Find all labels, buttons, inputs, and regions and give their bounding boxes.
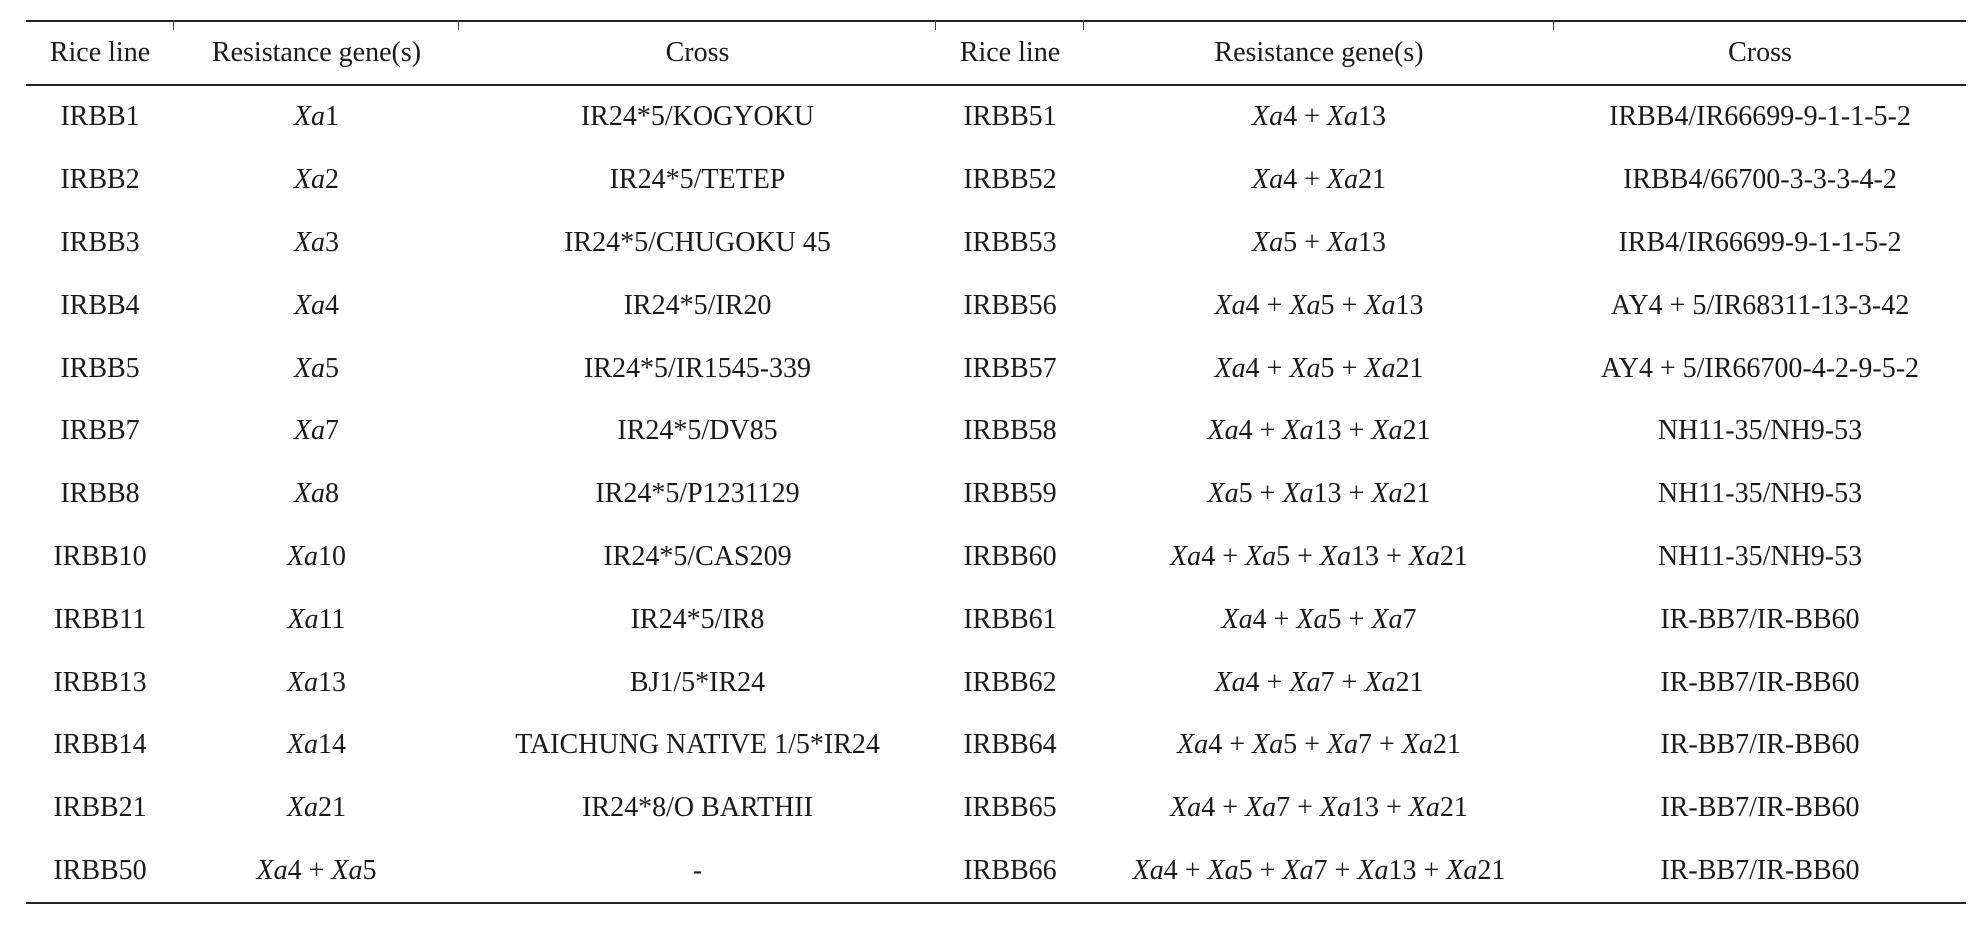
gene-number: 13 xyxy=(1358,101,1386,133)
gene-number: 4 xyxy=(1252,603,1267,635)
resistance-gene-cell xyxy=(1084,85,1554,149)
gene-number: 13 xyxy=(1313,478,1342,510)
gene-prefix: Xa xyxy=(1282,415,1314,447)
gene-number: 21 xyxy=(1477,854,1506,886)
rice-line-cell: IRBB56 xyxy=(963,289,1057,321)
rice-line-cell: IRBB66 xyxy=(963,854,1057,886)
gene-separator: + xyxy=(1290,540,1320,572)
gene-prefix: Xa xyxy=(1170,540,1202,572)
rice-line-cell: IRBB59 xyxy=(963,478,1057,510)
gene-prefix: Xa xyxy=(1289,352,1321,384)
gene-prefix: Xa xyxy=(1170,792,1202,824)
resistance-gene-cell xyxy=(1084,777,1554,840)
gene-prefix: Xa xyxy=(1132,854,1164,886)
table-row xyxy=(26,337,1966,400)
cross-cell: IR24*5/DV85 xyxy=(617,415,778,447)
gene-number: 21 xyxy=(1439,792,1468,824)
cross-cell: IR24*5/KOGYOKU xyxy=(580,101,815,133)
gene-number: 8 xyxy=(325,478,340,510)
gene-separator: + xyxy=(1334,289,1365,321)
gene-number: 21 xyxy=(1395,666,1424,698)
gene-prefix: Xa xyxy=(293,164,326,196)
gene-prefix: Xa xyxy=(1401,729,1433,761)
gene-separator: + xyxy=(1222,729,1252,761)
gene-number: 4 xyxy=(325,289,340,321)
gene-prefix: Xa xyxy=(1289,289,1321,321)
gene-separator: + xyxy=(1379,540,1409,572)
gene-separator: + xyxy=(1215,540,1245,572)
gene-prefix: Xa xyxy=(286,729,319,761)
gene-prefix: Xa xyxy=(293,289,326,321)
gene-prefix: Xa xyxy=(1319,792,1351,824)
gene-prefix: Xa xyxy=(1207,415,1239,447)
resistance-gene-cell xyxy=(174,149,459,212)
gene-prefix: Xa xyxy=(1371,603,1403,635)
gene-separator: + xyxy=(1290,792,1320,824)
gene-number: 3 xyxy=(325,226,340,258)
cross-cell: NH11-35/NH9-53 xyxy=(1657,540,1863,572)
gene-prefix: Xa xyxy=(1177,729,1209,761)
resistance-gene-cell xyxy=(174,588,459,651)
gene-prefix: Xa xyxy=(1296,603,1328,635)
gene-prefix: Xa xyxy=(1244,792,1277,824)
resistance-gene-cell xyxy=(174,714,459,777)
gene-separator: + xyxy=(1341,603,1372,635)
gene-number: 5 xyxy=(1238,478,1253,510)
gene-prefix: Xa xyxy=(1221,603,1253,635)
gene-separator: + xyxy=(1297,101,1327,133)
gene-prefix: Xa xyxy=(1214,289,1246,321)
resistance-gene-cell xyxy=(1084,274,1554,337)
cross-cell: IR24*5/IR8 xyxy=(630,603,765,635)
header-cross-1: Cross xyxy=(459,21,936,85)
resistance-gene-cell xyxy=(174,85,459,149)
resistance-gene-cell xyxy=(174,400,459,463)
gene-number: 7 xyxy=(1402,603,1417,635)
gene-number: 10 xyxy=(318,540,347,572)
gene-number: 1 xyxy=(325,101,340,133)
gene-prefix: Xa xyxy=(1326,101,1358,133)
gene-prefix: Xa xyxy=(1326,729,1358,761)
gene-number: 7 xyxy=(1358,729,1372,761)
gene-separator: + xyxy=(1372,729,1402,761)
cross-cell: IR24*5/P1231129 xyxy=(595,478,800,510)
table-row xyxy=(26,463,1966,526)
table-body xyxy=(26,85,1966,903)
gene-number: 21 xyxy=(1432,729,1461,761)
resistance-gene-cell xyxy=(1084,526,1554,589)
gene-prefix: Xa xyxy=(293,101,326,133)
gene-number: 7 xyxy=(1276,792,1291,824)
rice-line-cell: IRBB50 xyxy=(53,854,147,886)
gene-number: 5 xyxy=(1327,603,1342,635)
cross-cell: AY4 + 5/IR68311-13-3-42 xyxy=(1610,289,1910,321)
gene-separator: + xyxy=(1379,792,1409,824)
cross-cell: - xyxy=(692,854,703,886)
gene-prefix: Xa xyxy=(1371,415,1403,447)
table-row xyxy=(26,212,1966,275)
resistance-gene-cell xyxy=(174,337,459,400)
rice-line-cell: IRBB64 xyxy=(963,729,1057,761)
gene-prefix: Xa xyxy=(293,226,326,258)
table-row xyxy=(26,588,1966,651)
gene-prefix: Xa xyxy=(1207,854,1239,886)
gene-number: 5 xyxy=(1276,540,1291,572)
gene-number: 21 xyxy=(1395,352,1424,384)
gene-prefix: Xa xyxy=(1364,666,1396,698)
table-row xyxy=(26,840,1966,904)
gene-number: 4 xyxy=(1245,666,1260,698)
gene-separator: + xyxy=(1334,666,1365,698)
resistance-gene-cell xyxy=(174,840,459,904)
gene-prefix: Xa xyxy=(1446,854,1478,886)
gene-number: 21 xyxy=(318,792,347,824)
header-resistance-genes-1: Resistance gene(s) xyxy=(174,21,459,85)
table-row xyxy=(26,714,1966,777)
gene-number: 13 xyxy=(1351,540,1379,572)
gene-separator: + xyxy=(1297,226,1327,258)
gene-prefix: Xa xyxy=(286,666,319,698)
gene-number: 4 xyxy=(1238,415,1253,447)
gene-number: 13 xyxy=(1351,792,1379,824)
table-row xyxy=(26,526,1966,589)
gene-number: 4 xyxy=(1283,101,1298,133)
header-rice-line-1: Rice line xyxy=(26,21,174,85)
resistance-gene-cell xyxy=(1084,651,1554,714)
rice-line-cell: IRBB1 xyxy=(60,101,140,133)
gene-prefix: Xa xyxy=(1214,666,1246,698)
rice-line-cell: IRBB53 xyxy=(963,226,1057,258)
table-row xyxy=(26,149,1966,212)
gene-number: 21 xyxy=(1402,478,1431,510)
cross-cell: IR24*5/TETEP xyxy=(609,164,786,196)
gene-prefix: Xa xyxy=(1214,352,1246,384)
rice-line-cell: IRBB4 xyxy=(60,289,140,321)
gene-number: 2 xyxy=(325,164,340,196)
gene-separator: + xyxy=(1341,478,1372,510)
cross-cell: IRB4/IR66699-9-1-1-5-2 xyxy=(1618,226,1902,258)
gene-number: 4 xyxy=(1245,352,1260,384)
gene-prefix: Xa xyxy=(1364,352,1396,384)
cross-cell: NH11-35/NH9-53 xyxy=(1657,415,1863,447)
gene-separator: + xyxy=(1259,289,1290,321)
gene-separator: + xyxy=(1416,854,1447,886)
rice-line-cell: IRBB11 xyxy=(53,603,147,635)
rice-line-cell: IRBB61 xyxy=(963,603,1057,635)
gene-separator: + xyxy=(301,854,332,886)
gene-prefix: Xa xyxy=(1371,478,1403,510)
resistance-gene-cell xyxy=(174,526,459,589)
cross-cell: IR-BB7/IR-BB60 xyxy=(1660,792,1860,824)
gene-number: 14 xyxy=(318,729,347,761)
gene-prefix: Xa xyxy=(1326,164,1358,196)
gene-number: 5 xyxy=(362,854,377,886)
gene-prefix: Xa xyxy=(293,415,326,447)
gene-number: 5 xyxy=(1320,289,1335,321)
rice-line-cell: IRBB57 xyxy=(963,352,1057,384)
gene-number: 21 xyxy=(1402,415,1431,447)
rice-line-cell: IRBB8 xyxy=(60,478,140,510)
gene-prefix: Xa xyxy=(1282,478,1314,510)
gene-number: 21 xyxy=(1358,164,1386,196)
resistance-gene-cell xyxy=(1084,714,1554,777)
gene-number: 13 xyxy=(1313,415,1342,447)
resistance-gene-cell xyxy=(1084,400,1554,463)
gene-prefix: Xa xyxy=(1326,226,1358,258)
table-row xyxy=(26,651,1966,714)
gene-number: 7 xyxy=(1313,854,1328,886)
table-row xyxy=(26,777,1966,840)
gene-separator: + xyxy=(1266,603,1297,635)
gene-separator: + xyxy=(1341,415,1372,447)
cross-cell: AY4 + 5/IR66700-4-2-9-5-2 xyxy=(1600,352,1920,384)
resistance-gene-cell xyxy=(174,212,459,275)
gene-prefix: Xa xyxy=(1207,478,1239,510)
gene-number: 4 xyxy=(1283,164,1298,196)
rice-line-cell: IRBB21 xyxy=(53,792,147,824)
gene-number: 7 xyxy=(1320,666,1335,698)
gene-prefix: Xa xyxy=(286,540,319,572)
rice-line-cell: IRBB65 xyxy=(963,792,1057,824)
cross-cell: IR-BB7/IR-BB60 xyxy=(1660,729,1860,761)
gene-separator: + xyxy=(1252,478,1283,510)
resistance-gene-cell xyxy=(174,777,459,840)
resistance-gene-cell xyxy=(1084,337,1554,400)
cross-cell: BJ1/5*IR24 xyxy=(629,666,766,698)
gene-prefix: Xa xyxy=(1251,164,1284,196)
gene-separator: + xyxy=(1252,415,1283,447)
gene-number: 5 xyxy=(1320,352,1335,384)
rice-line-table xyxy=(26,20,1966,904)
gene-prefix: Xa xyxy=(1251,101,1284,133)
gene-number: 4 xyxy=(1201,540,1216,572)
gene-prefix: Xa xyxy=(1364,289,1396,321)
gene-prefix: Xa xyxy=(1251,226,1284,258)
gene-prefix: Xa xyxy=(293,478,326,510)
header-row xyxy=(26,21,1966,85)
cross-cell: IR-BB7/IR-BB60 xyxy=(1660,603,1860,635)
cross-cell: TAICHUNG NATIVE 1/5*IR24 xyxy=(515,729,880,761)
gene-number: 13 xyxy=(1395,289,1424,321)
gene-separator: + xyxy=(1259,666,1290,698)
gene-prefix: Xa xyxy=(1319,540,1351,572)
gene-separator: + xyxy=(1252,854,1283,886)
gene-separator: + xyxy=(1259,352,1290,384)
resistance-gene-cell xyxy=(1084,212,1554,275)
gene-separator: + xyxy=(1327,854,1358,886)
gene-separator: + xyxy=(1297,729,1327,761)
cross-cell: IRBB4/66700-3-3-3-4-2 xyxy=(1623,164,1897,196)
header-cross-2: Cross xyxy=(1728,37,1792,68)
table-row xyxy=(26,274,1966,337)
gene-number: 4 xyxy=(287,854,302,886)
gene-prefix: Xa xyxy=(287,603,319,635)
rice-line-cell: IRBB2 xyxy=(60,164,140,196)
rice-line-cell: IRBB3 xyxy=(60,226,140,258)
rice-line-cell: IRBB13 xyxy=(53,666,147,698)
rice-line-cell: IRBB52 xyxy=(963,164,1057,196)
rice-line-cell: IRBB5 xyxy=(60,352,140,384)
cross-cell: IR24*5/IR1545-339 xyxy=(583,352,812,384)
gene-number: 21 xyxy=(1439,540,1468,572)
gene-prefix: Xa xyxy=(286,792,319,824)
cross-cell: IRBB4/IR66699-9-1-1-5-2 xyxy=(1609,101,1911,133)
gene-separator: + xyxy=(1177,854,1208,886)
cross-cell: NH11-35/NH9-53 xyxy=(1657,478,1863,510)
gene-number: 4 xyxy=(1208,729,1223,761)
gene-prefix: Xa xyxy=(1244,540,1277,572)
cross-cell: IR24*5/CAS209 xyxy=(603,540,792,572)
gene-number: 13 xyxy=(318,666,347,698)
gene-prefix: Xa xyxy=(1289,666,1321,698)
cross-cell: IR24*5/CHUGOKU 45 xyxy=(564,226,831,258)
gene-number: 4 xyxy=(1245,289,1260,321)
gene-prefix: Xa xyxy=(256,854,288,886)
rice-line-cell: IRBB62 xyxy=(963,666,1057,698)
resistance-gene-cell xyxy=(1084,840,1554,904)
gene-prefix: Xa xyxy=(1251,729,1284,761)
gene-number: 11 xyxy=(318,603,346,635)
gene-prefix: Xa xyxy=(1282,854,1314,886)
resistance-gene-cell xyxy=(1084,463,1554,526)
gene-number: 4 xyxy=(1163,854,1178,886)
cross-cell: IR-BB7/IR-BB60 xyxy=(1660,854,1860,886)
cross-cell: IR-BB7/IR-BB60 xyxy=(1660,666,1860,698)
resistance-gene-cell xyxy=(1084,588,1554,651)
gene-separator: + xyxy=(1297,164,1327,196)
gene-prefix: Xa xyxy=(1357,854,1389,886)
gene-prefix: Xa xyxy=(1408,792,1440,824)
resistance-gene-cell xyxy=(1084,149,1554,212)
gene-prefix: Xa xyxy=(293,352,326,384)
gene-number: 5 xyxy=(325,352,340,384)
gene-number: 7 xyxy=(325,415,340,447)
rice-line-cell: IRBB51 xyxy=(963,101,1057,133)
rice-line-cell: IRBB10 xyxy=(53,540,147,572)
gene-separator: + xyxy=(1334,352,1365,384)
gene-prefix: Xa xyxy=(1408,540,1440,572)
header-rice-line-2: Rice line xyxy=(936,21,1084,85)
gene-number: 13 xyxy=(1388,854,1417,886)
rice-line-cell: IRBB58 xyxy=(963,415,1057,447)
gene-number: 13 xyxy=(1358,226,1386,258)
cross-cell: IR24*8/O BARTHII xyxy=(582,792,813,824)
gene-number: 5 xyxy=(1238,854,1253,886)
resistance-gene-cell xyxy=(174,651,459,714)
header-resistance-genes-2: Resistance gene(s) xyxy=(1084,21,1554,85)
table-container xyxy=(26,20,1966,904)
cross-cell: IR24*5/IR20 xyxy=(623,289,772,321)
table-row xyxy=(26,85,1966,149)
rice-line-cell: IRBB14 xyxy=(53,729,147,761)
gene-number: 4 xyxy=(1201,792,1216,824)
gene-separator: + xyxy=(1215,792,1245,824)
rice-line-cell: IRBB7 xyxy=(60,415,140,447)
gene-prefix: Xa xyxy=(331,854,363,886)
rice-line-cell: IRBB60 xyxy=(963,540,1057,572)
resistance-gene-cell xyxy=(174,463,459,526)
gene-number: 5 xyxy=(1283,729,1298,761)
resistance-gene-cell xyxy=(174,274,459,337)
table-row xyxy=(26,400,1966,463)
gene-number: 5 xyxy=(1283,226,1298,258)
